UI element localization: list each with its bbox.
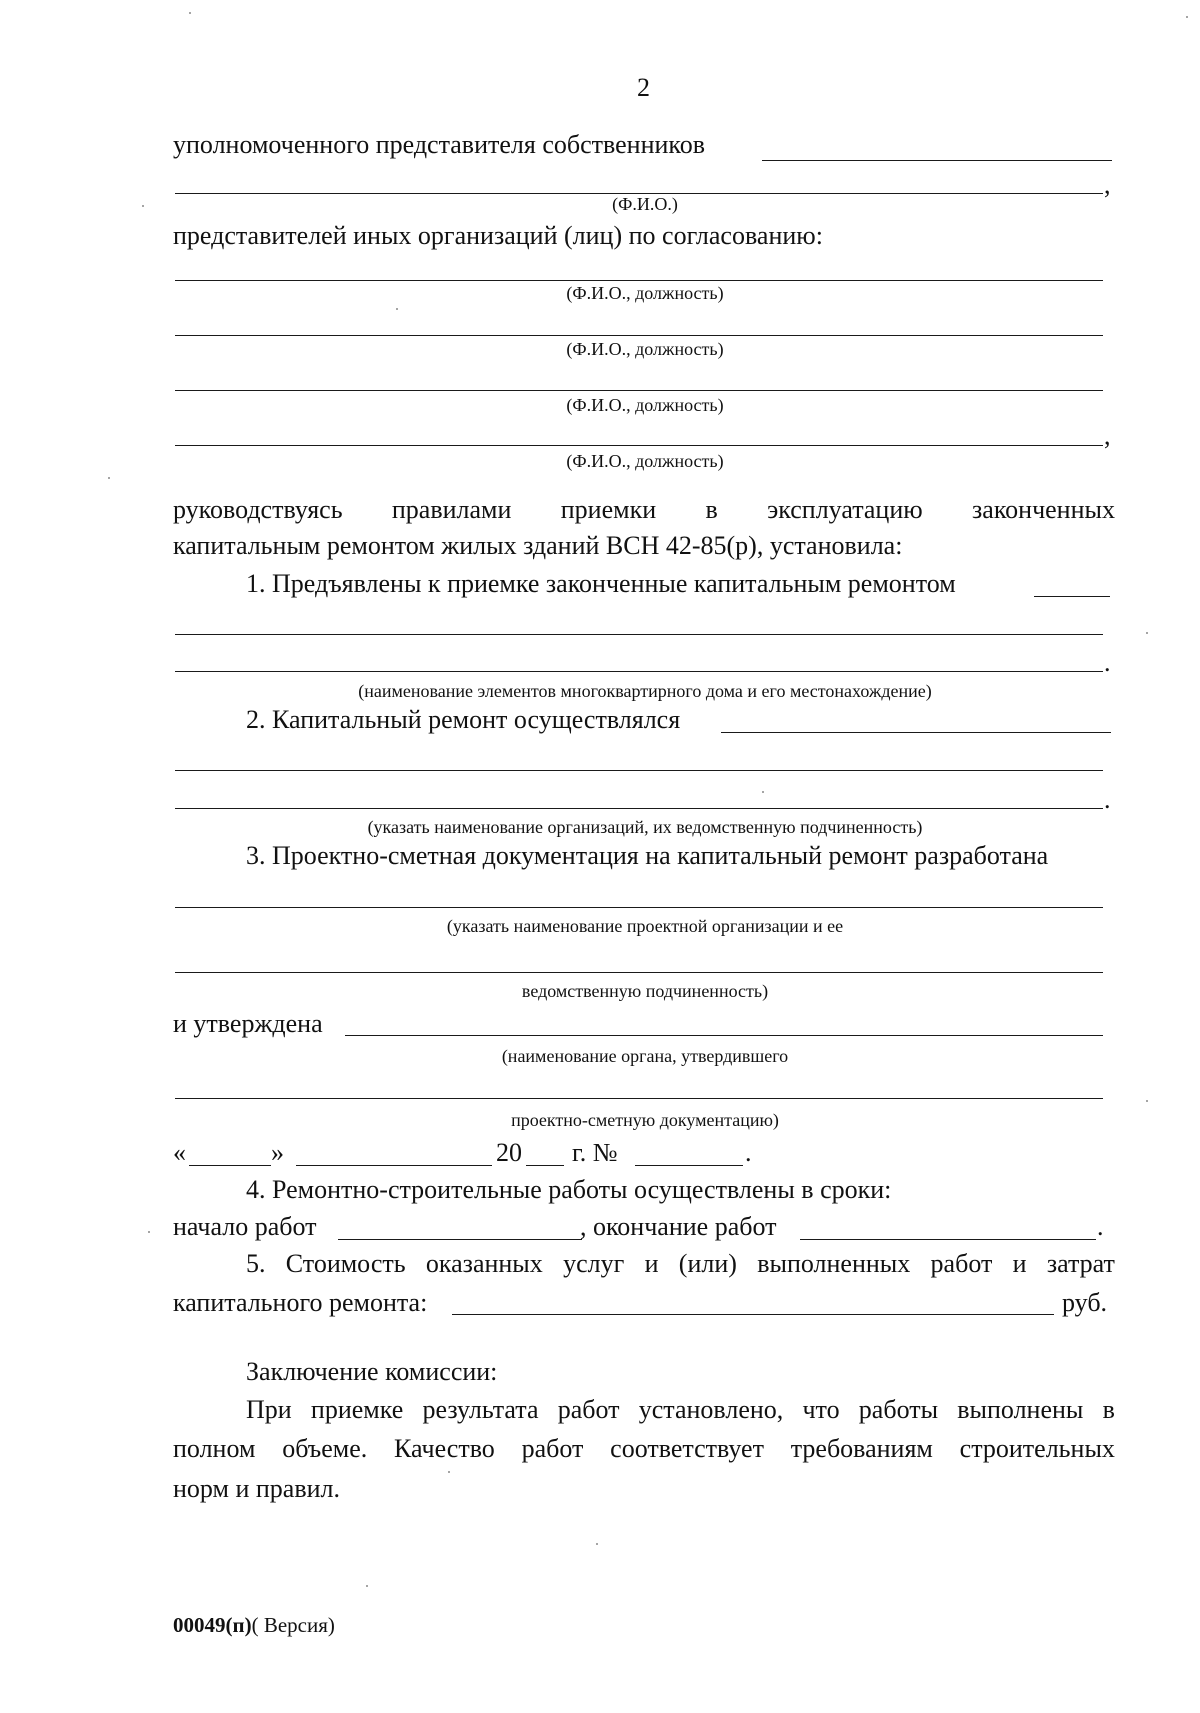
word: и (644, 1249, 659, 1278)
footer (173, 1615, 335, 1636)
word: приемки (560, 495, 657, 524)
others-line-1[interactable] (175, 280, 1103, 281)
representative-line[interactable] (762, 160, 1112, 161)
word: 5. (246, 1249, 266, 1278)
word: работ (557, 1395, 620, 1424)
item1-text: 1. Предъявлены к приемке законченные капитальным ремонтом (246, 569, 956, 598)
scan-speck (762, 791, 764, 793)
fio-position-caption: (Ф.И.О., должность) (566, 451, 724, 471)
period: . (1104, 648, 1111, 677)
cost-line[interactable] (452, 1314, 1054, 1315)
footer-version: ( Версия) (251, 1613, 335, 1637)
others-label: представителей иных организаций (лиц) по согласованию: (173, 221, 823, 250)
scan-speck (366, 1585, 368, 1587)
word: приемке (310, 1395, 404, 1424)
scan-speck (108, 477, 110, 479)
comma: , (1104, 421, 1111, 450)
word: и (1012, 1249, 1027, 1278)
others-line-4[interactable] (175, 445, 1103, 446)
start-label: начало работ (173, 1212, 317, 1241)
start-date-line[interactable] (338, 1239, 582, 1240)
approved-label: и утверждена (173, 1009, 323, 1038)
word: При (246, 1395, 292, 1424)
year-suffix: г. № (572, 1138, 618, 1167)
item1-inline-line[interactable] (1034, 596, 1110, 597)
item3-caption-1: (указать наименование проектной организации и ее (446, 916, 844, 936)
word: в (1102, 1395, 1115, 1424)
word: руководствуясь (173, 495, 343, 524)
item3-caption-4: проектно-сметную документацию) (511, 1110, 779, 1130)
word: установлено, (638, 1395, 784, 1424)
fio-position-caption: (Ф.И.О., должность) (566, 283, 724, 303)
conclusion-heading: Заключение комиссии: (246, 1357, 498, 1386)
scan-speck (148, 1231, 150, 1233)
year-prefix: 20 (496, 1138, 522, 1167)
approved-line[interactable] (345, 1035, 1103, 1036)
conclusion-line-2 (173, 1436, 1115, 1462)
word: эксплуатацию (767, 495, 923, 524)
word: что (802, 1395, 840, 1424)
word: требованиям (790, 1434, 933, 1463)
representative-label: уполномоченного представителя собственников (173, 130, 705, 159)
item3-line-2[interactable] (175, 972, 1103, 973)
word: работы (858, 1395, 939, 1424)
page-number: 2 (637, 73, 650, 102)
item3-line-1[interactable] (175, 907, 1103, 908)
currency: руб. (1062, 1288, 1108, 1317)
word: работ (521, 1434, 584, 1463)
item2-inline-line[interactable] (721, 732, 1111, 733)
conclusion-line-3: норм и правил. (173, 1474, 341, 1503)
fio-caption: (Ф.И.О.) (612, 194, 678, 214)
item2-caption: (указать наименование организаций, их ведомственную подчиненность) (367, 817, 923, 837)
word: в (705, 495, 718, 524)
item3-text: 3. Проектно-сметная документация на капитальный ремонт разработана (246, 841, 1049, 870)
item1-line-2[interactable] (175, 671, 1103, 672)
guided-line-1 (173, 497, 1115, 523)
end-label: , окончание работ (580, 1212, 777, 1241)
word: объеме. (282, 1434, 368, 1463)
word: выполнены (957, 1395, 1084, 1424)
word: полном (173, 1434, 256, 1463)
scan-speck (396, 308, 398, 310)
date-close-quote: » (271, 1138, 284, 1167)
date-year-line[interactable] (526, 1165, 564, 1166)
word: результата (422, 1395, 539, 1424)
item5-line-1 (246, 1251, 1115, 1277)
end-date-line[interactable] (800, 1239, 1096, 1240)
word: Качество (394, 1434, 495, 1463)
word: соответствует (610, 1434, 764, 1463)
date-month-line[interactable] (296, 1165, 492, 1166)
period: . (745, 1138, 752, 1167)
others-line-2[interactable] (175, 335, 1103, 336)
scan-speck (1186, 16, 1188, 18)
others-line-3[interactable] (175, 390, 1103, 391)
word: правилами (391, 495, 512, 524)
word: выполненных (757, 1249, 911, 1278)
word: работ (930, 1249, 993, 1278)
date-day-line[interactable] (189, 1165, 271, 1166)
approved-line-2[interactable] (175, 1098, 1103, 1099)
period: . (1104, 785, 1111, 814)
scan-speck (596, 1543, 598, 1545)
scan-speck (142, 205, 144, 207)
scan-speck (189, 12, 191, 14)
scan-speck (1146, 1100, 1148, 1102)
period: . (1097, 1212, 1104, 1241)
item4-text: 4. Ремонтно-строительные работы осуществлены в сроки: (246, 1175, 892, 1204)
word: Стоимость (285, 1249, 406, 1278)
footer-code: 00049(п) (173, 1613, 252, 1637)
fio-position-caption: (Ф.И.О., должность) (566, 339, 724, 359)
comma: , (1104, 170, 1111, 199)
item2-line-1[interactable] (175, 770, 1103, 771)
date-open-quote: « (173, 1138, 186, 1167)
conclusion-line-1 (246, 1397, 1115, 1423)
scan-speck (1146, 632, 1148, 634)
item5-line-2: капитального ремонта: (173, 1288, 428, 1317)
guided-line-2: капитальным ремонтом жилых зданий ВСН 42-85(р), установила: (173, 531, 903, 560)
item3-caption-2: ведомственную подчиненность) (521, 981, 769, 1001)
word: затрат (1046, 1249, 1115, 1278)
item2-line-2[interactable] (175, 808, 1103, 809)
word: оказанных (425, 1249, 543, 1278)
word: законченных (972, 495, 1115, 524)
doc-number-line[interactable] (635, 1165, 743, 1166)
item1-line-1[interactable] (175, 634, 1103, 635)
item3-caption-3: (наименование органа, утвердившего (501, 1046, 789, 1066)
fio-position-caption: (Ф.И.О., должность) (566, 395, 724, 415)
item2-text: 2. Капитальный ремонт осуществлялся (246, 705, 681, 734)
word: строительных (959, 1434, 1115, 1463)
scan-speck (448, 1471, 450, 1473)
item1-caption: (наименование элементов многоквартирного дома и его местонахождение) (358, 681, 932, 701)
word: (или) (678, 1249, 737, 1278)
word: услуг (563, 1249, 625, 1278)
